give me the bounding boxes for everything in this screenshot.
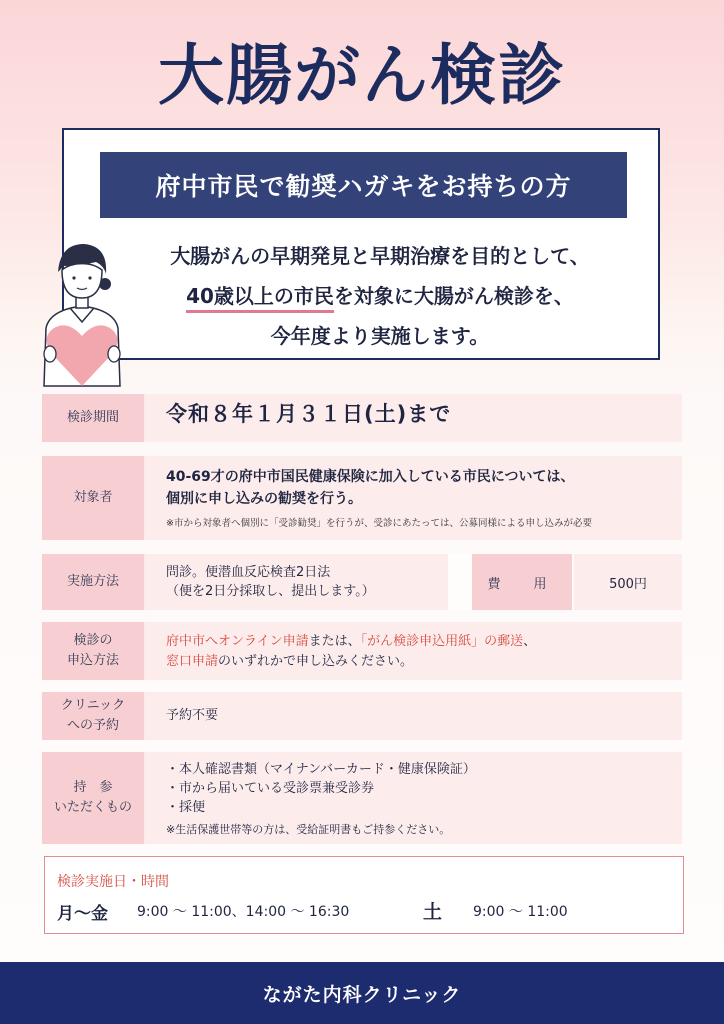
- page-title: 大腸がん検診: [158, 37, 566, 114]
- method-gap: [448, 554, 472, 610]
- bring-item: ・本人確認書類（マイナンバーカード・健康保険証）: [166, 762, 476, 777]
- online-application-text: 府中市へオンライン申請: [166, 634, 309, 649]
- target-line-1: 40-69才の府中市国民健康保険に加入している市民については、: [166, 469, 575, 485]
- nurse-illustration: [32, 236, 132, 396]
- bring-row: [42, 752, 682, 844]
- target-content: [146, 456, 682, 540]
- fee-label: 費 用: [472, 554, 572, 610]
- application-label-line-2: 申込方法: [66, 653, 119, 668]
- application-content: [146, 622, 682, 680]
- intro-line-1: 大腸がんの早期発見と早期治療を目的として、: [170, 244, 590, 268]
- method-line-1: 問診。便潜血反応検査2日法: [166, 565, 331, 580]
- fee-value: 500円: [574, 554, 682, 610]
- application-connector-2: 、: [523, 634, 537, 649]
- application-line-1: [166, 632, 536, 651]
- saturday-label: 土: [423, 901, 443, 923]
- method-row: [42, 554, 448, 610]
- reservation-label-line-2: への予約: [66, 718, 119, 733]
- bring-item: ・市から届いている受診票兼受診券: [166, 781, 375, 796]
- bring-content: [146, 752, 682, 844]
- application-connector-1: または、: [308, 634, 361, 649]
- schedule-box: [44, 856, 684, 934]
- period-value: 令和８年１月３１日(土)まで: [166, 402, 452, 426]
- target-note: ※市から対象者へ個別に「受診勧奨」を行うが、受診にあたっては、公募同様による申し込みが必要: [166, 518, 592, 529]
- reservation-value: 予約不要: [166, 708, 219, 723]
- reservation-content: [146, 692, 682, 740]
- target-row: [42, 456, 682, 540]
- period-label: 検診期間: [42, 394, 144, 442]
- intro-underlined-text: 40歳以上の市民: [186, 284, 334, 313]
- target-label: 対象者: [42, 456, 144, 540]
- intro-text: [130, 236, 630, 356]
- reservation-label-line-1: クリニック: [60, 698, 126, 713]
- application-line-2: [166, 652, 413, 671]
- saturday-time: 9:00 〜 11:00: [473, 904, 568, 920]
- intro-line-3: 今年度より実施します。: [270, 324, 490, 348]
- intro-line-2-rest: を対象に大腸がん検診を、: [333, 284, 574, 308]
- clinic-name-footer: ながた内科クリニック: [0, 962, 724, 1024]
- target-line-2: 個別に申し込みの勧奨を行う。: [166, 491, 362, 507]
- application-connector-3: のいずれかで申し込みください。: [218, 654, 414, 669]
- bring-label: [42, 752, 144, 844]
- mail-application-text: 「がん検診申込用紙」の郵送: [360, 634, 524, 649]
- method-content: [146, 554, 448, 610]
- reservation-label: [42, 692, 144, 740]
- schedule-heading: 検診実施日・時間: [57, 874, 169, 890]
- bring-label-line-1: 持 参: [73, 780, 113, 795]
- method-label: 実施方法: [42, 554, 144, 610]
- method-line-2: （便を2日分採取し、提出します。）: [166, 584, 375, 599]
- bring-item: ・採便: [166, 800, 206, 815]
- bring-label-line-2: いただくもの: [53, 800, 132, 815]
- application-label: [42, 622, 144, 680]
- application-row: [42, 622, 682, 680]
- bring-note: ※生活保護世帯等の方は、受給証明書もご持参ください。: [166, 823, 451, 836]
- weekday-time: 9:00 〜 11:00、14:00 〜 16:30: [137, 904, 350, 920]
- application-label-line-1: 検診の: [73, 633, 113, 648]
- reservation-row: [42, 692, 682, 740]
- intro-line-2: [130, 276, 630, 316]
- period-row: [42, 394, 682, 442]
- period-content: [146, 394, 682, 442]
- weekday-label: 月～金: [57, 904, 108, 924]
- counter-application-text: 窓口申請: [166, 654, 219, 669]
- target-banner: 府中市民で勧奨ハガキをお持ちの方: [100, 152, 627, 218]
